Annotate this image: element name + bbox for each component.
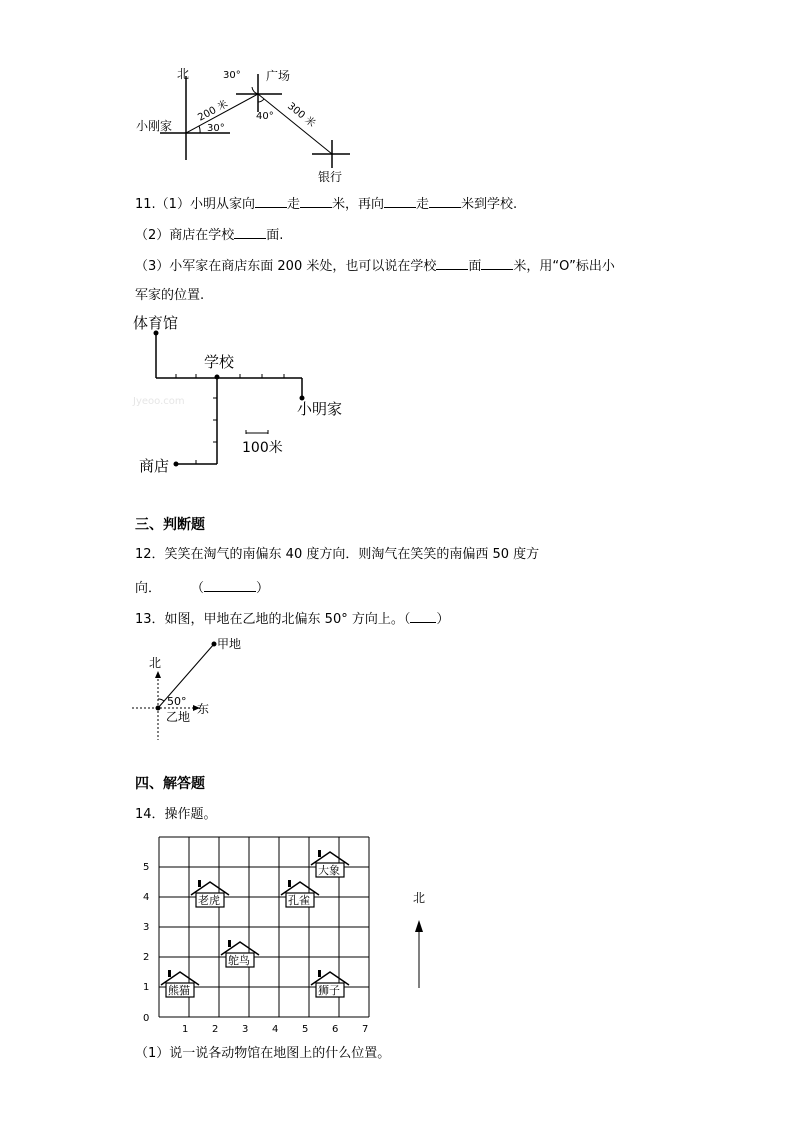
house-label: 鸵鸟 bbox=[228, 954, 250, 967]
grid-y-label: 0 bbox=[143, 1013, 150, 1024]
house-鸵鸟 bbox=[221, 940, 259, 967]
house-熊猫 bbox=[161, 970, 199, 997]
fig1-angle-top: 30° bbox=[223, 70, 241, 81]
house-label: 大象 bbox=[318, 864, 340, 877]
house-label: 孔雀 bbox=[288, 894, 310, 907]
grid-x-label: 2 bbox=[212, 1024, 219, 1035]
grid-y-label: 1 bbox=[143, 982, 150, 993]
fig3-place-a-label: 甲地 bbox=[217, 637, 242, 651]
section4-title: 四、解答题 bbox=[135, 776, 205, 792]
house-chimney bbox=[318, 970, 321, 977]
q11-line3: （3）小军家在商店东面 200 米处，也可以说在学校 面 米，用“O”标出小 bbox=[135, 259, 615, 274]
fig1-angle-bottom: 30° bbox=[207, 123, 225, 134]
house-老虎 bbox=[191, 880, 229, 907]
q11-line2: （2）商店在学校 面. bbox=[135, 228, 284, 243]
fig1-bank-label: 银行 bbox=[318, 170, 343, 184]
house-chimney bbox=[168, 970, 171, 977]
grid-x-label: 3 bbox=[242, 1024, 249, 1035]
fig1-dist2: 300 米 bbox=[285, 100, 318, 130]
fig3-angle-label: 50° bbox=[167, 695, 187, 708]
fig2-home-label: 小明家 bbox=[297, 400, 343, 418]
fig2-scale-label: 100米 bbox=[242, 440, 283, 456]
fig2-watermark: Jyeoo.com bbox=[133, 396, 185, 407]
house-chimney bbox=[198, 880, 201, 887]
grid-y-label: 3 bbox=[143, 922, 150, 933]
grid-x-label: 4 bbox=[272, 1024, 279, 1035]
house-孔雀 bbox=[281, 880, 319, 907]
house-label: 狮子 bbox=[318, 984, 340, 997]
section3-title: 三、判断题 bbox=[135, 517, 205, 533]
q11-line1: 11.（1）小明从家向 走 米，再向 走 米到学校. bbox=[135, 197, 518, 212]
grid-x-label: 1 bbox=[182, 1024, 189, 1035]
q11-line4: 军家的位置. bbox=[135, 288, 205, 303]
grid-x-label: 5 bbox=[302, 1024, 309, 1035]
q12-line2: 向． （ ） bbox=[135, 581, 270, 596]
fig3-place-b-label: 乙地 bbox=[166, 710, 191, 724]
fig1-dist1: 200 米 bbox=[196, 98, 230, 124]
grid-y-label: 4 bbox=[143, 892, 150, 903]
grid-x-label: 7 bbox=[362, 1024, 369, 1035]
fig3-east-label: 东 bbox=[197, 702, 210, 716]
house-chimney bbox=[288, 880, 291, 887]
house-label: 熊猫 bbox=[168, 984, 190, 997]
grid-north-label: 北 bbox=[413, 891, 426, 905]
fig1-north-label: 北 bbox=[177, 67, 190, 81]
house-label: 老虎 bbox=[198, 894, 220, 907]
fig1-angle-right: 40° bbox=[256, 111, 274, 122]
fig2-shop-label: 商店 bbox=[139, 457, 170, 475]
grid-y-label: 5 bbox=[143, 862, 150, 873]
grid-y-label: 2 bbox=[143, 952, 150, 963]
house-大象 bbox=[311, 850, 349, 877]
q14-sub1: （1）说一说各动物馆在地图上的什么位置。 bbox=[135, 1046, 391, 1061]
house-chimney bbox=[228, 940, 231, 947]
fig2-school-label: 学校 bbox=[204, 353, 235, 371]
fig2-gym-label: 体育馆 bbox=[133, 314, 179, 332]
fig1-home-label: 小刚家 bbox=[136, 119, 173, 133]
house-chimney bbox=[318, 850, 321, 857]
fig3-north-label: 北 bbox=[149, 656, 162, 670]
q14-title: 14．操作题。 bbox=[135, 807, 217, 822]
q13-line: 13．如图，甲地在乙地的北偏东 50° 方向上。（ ） bbox=[135, 612, 450, 627]
north-arrow-icon bbox=[415, 920, 423, 932]
fig1-plaza-label: 广场 bbox=[266, 69, 291, 83]
q12-line1: 12．笑笑在淘气的南偏东 40 度方向．则淘气在笑笑的南偏西 50 度方 bbox=[135, 547, 540, 562]
grid-x-label: 6 bbox=[332, 1024, 339, 1035]
house-狮子 bbox=[311, 970, 349, 997]
